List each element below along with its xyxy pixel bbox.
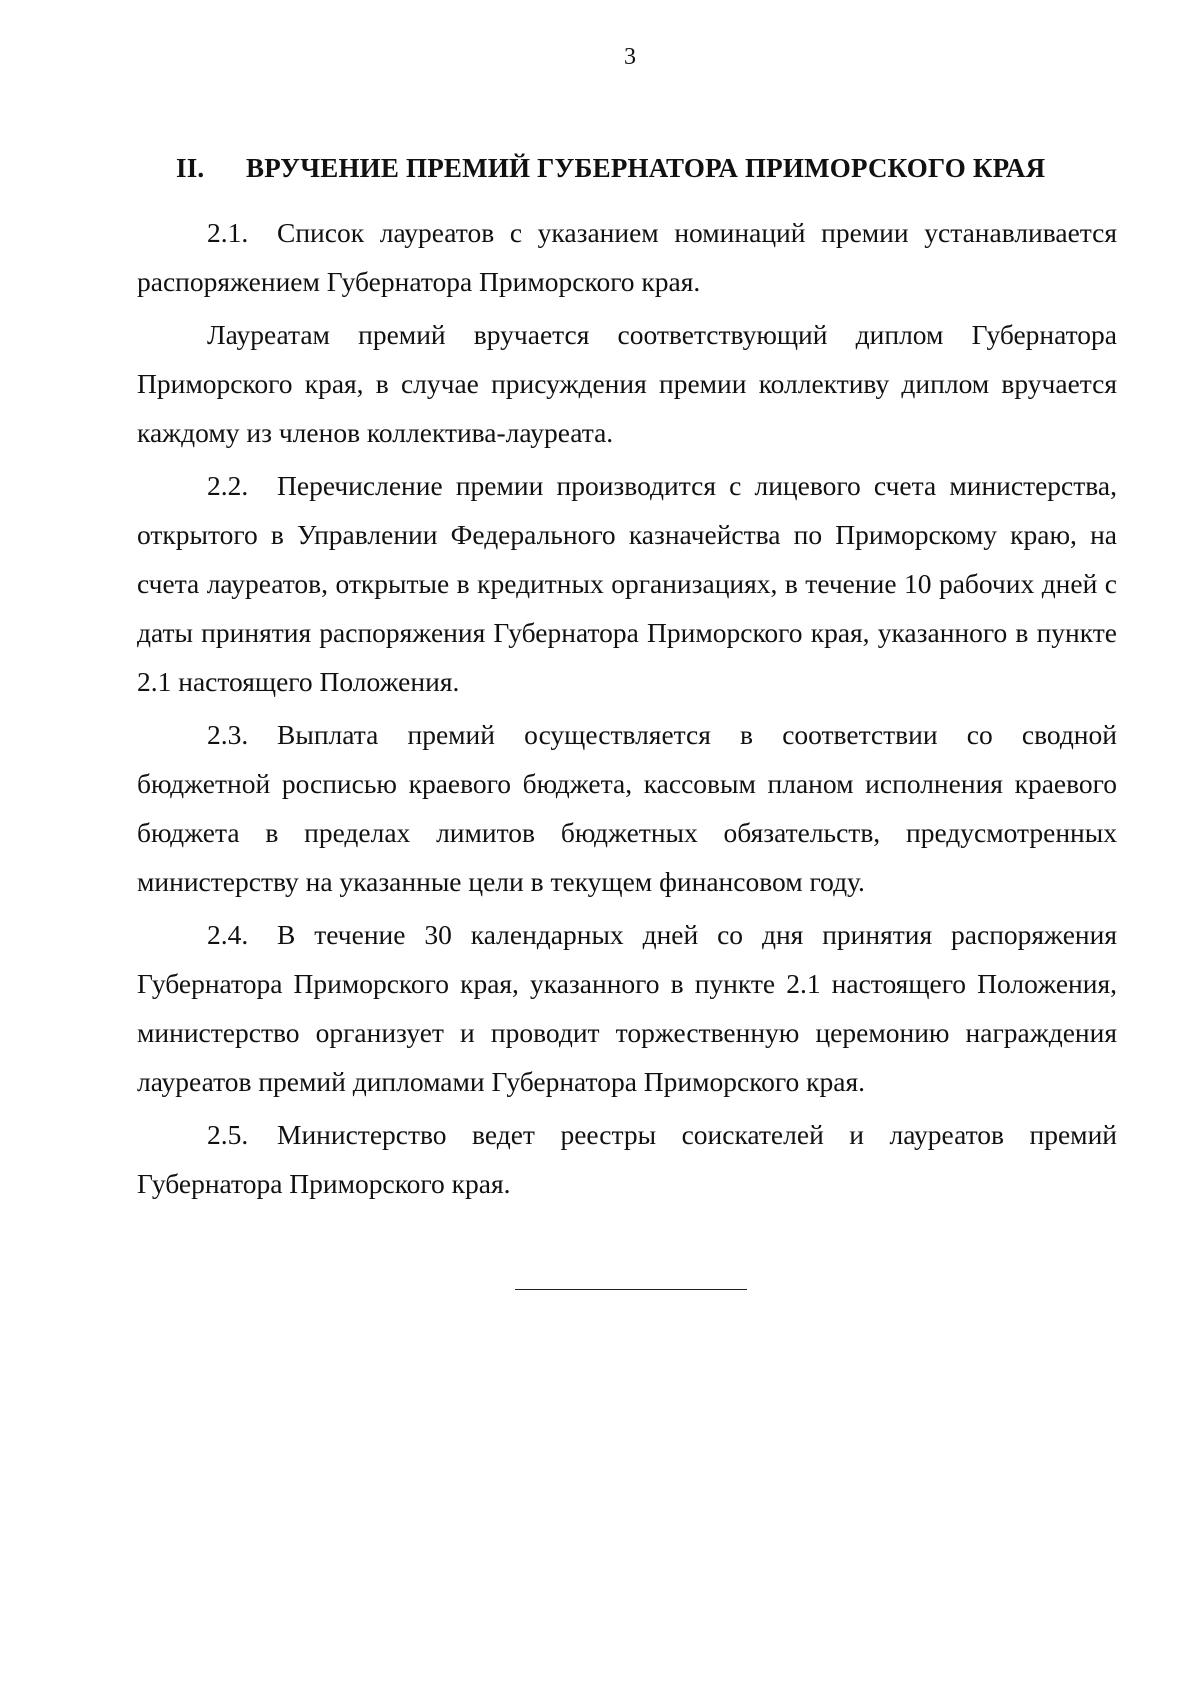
paragraph-2-1-continued: [137, 310, 1117, 457]
paragraph-number: 2.2.: [207, 470, 249, 501]
paragraph-2-4: [137, 910, 1117, 1106]
paragraph-text: Список лауреатов с указанием номинаций премии устанавливается распоряжением Губернатора Приморского края.: [137, 217, 1117, 297]
paragraph-2-2: [137, 461, 1117, 706]
document-body: [137, 148, 1117, 1212]
paragraph-text: Выплата премий осуществляется в соответствии со сводной бюджетной росписью краевого бюджета, кассовым планом исполнения краевого бюджета в пределах лимитов бюджетных обязательств, предусмотренных министерству на указанные цели в текущем финансовом году.: [137, 719, 1117, 897]
section-heading: [176, 148, 1117, 188]
paragraph-2-3: [137, 710, 1117, 906]
paragraph-text: В течение 30 календарных дней со дня принятия распоряжения Губернатора Приморского края, указанного в пункте 2.1 настоящего Положения, министерство организует и проводит торжественную церемонию награждения лауреатов премий дипломами Губернатора Приморского края.: [137, 919, 1117, 1097]
end-of-document-rule: [515, 1289, 747, 1290]
paragraph-number: 2.4.: [207, 919, 249, 950]
paragraph-2-5: [137, 1110, 1117, 1208]
paragraph-text: Лауреатам премий вручается соответствующий диплом Губернатора Приморского края, в случае присуждения премии коллективу диплом вручается каждому из членов коллектива-лауреата.: [137, 319, 1117, 448]
section-number: II.: [176, 153, 205, 183]
section-title: ВРУЧЕНИЕ ПРЕМИЙ ГУБЕРНАТОРА ПРИМОРСКОГО КРАЯ: [246, 153, 1046, 183]
paragraph-text: Перечисление премии производится с лицевого счета министерства, открытого в Управлении Федерального казначейства по Приморскому краю, на счета лауреатов, открытые в кредитных организациях, в течение 10 рабочих дней с даты принятия распоряжения Губернатора Приморского края, указанного в пункте 2.1 настоящего Положения.: [137, 470, 1117, 697]
paragraph-number: 2.1.: [207, 217, 249, 248]
paragraph-text: Министерство ведет реестры соискателей и лауреатов премий Губернатора Приморского края.: [137, 1119, 1117, 1199]
paragraph-2-1: [137, 208, 1117, 306]
paragraph-number: 2.3.: [207, 719, 249, 750]
paragraph-number: 2.5.: [207, 1119, 249, 1150]
page-number: 3: [624, 44, 636, 70]
